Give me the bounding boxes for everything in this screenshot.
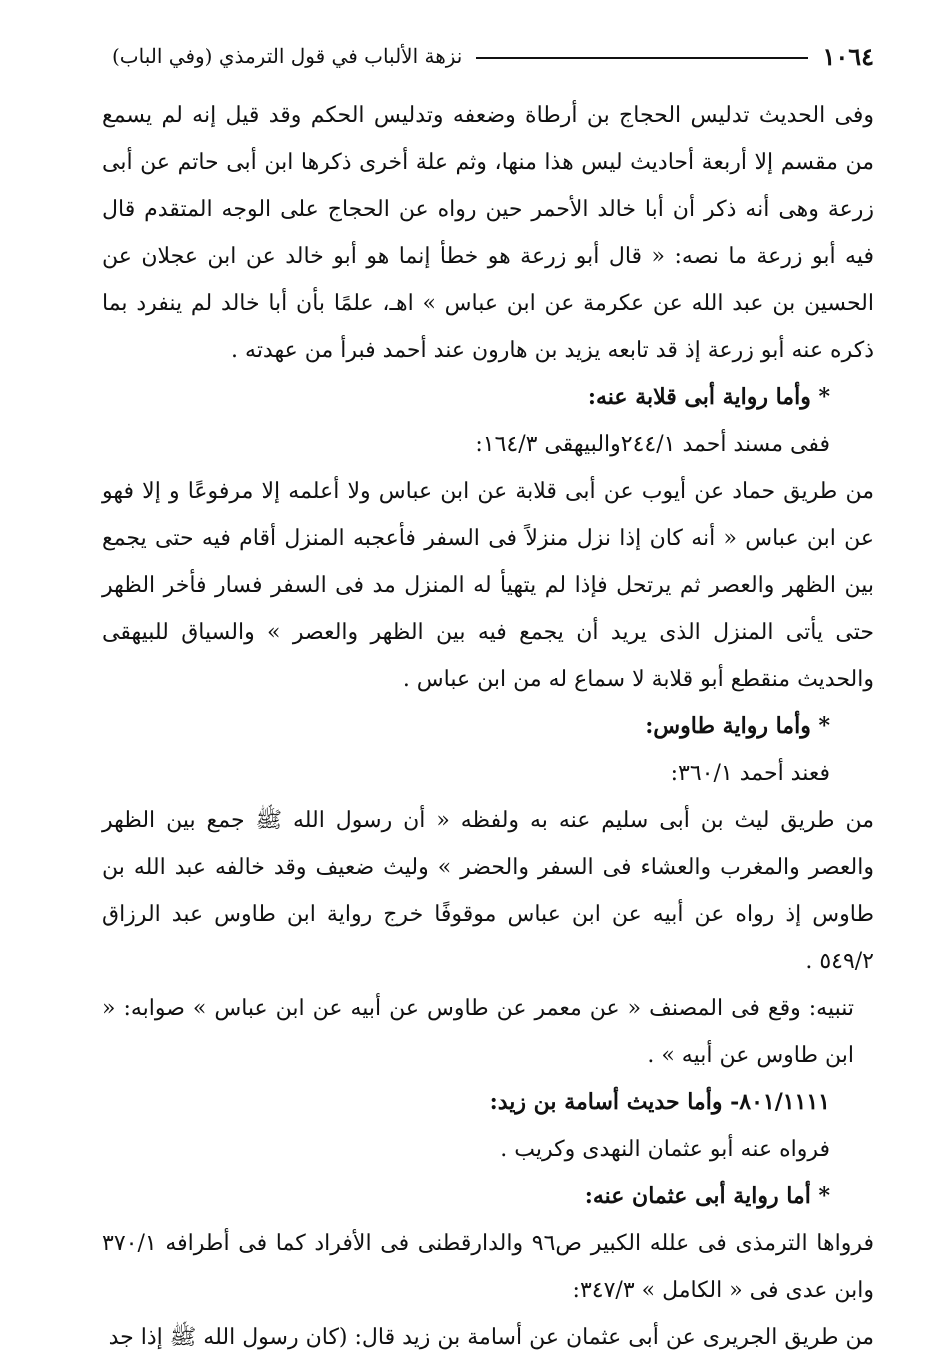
paragraph: فرواها الترمذى فى علله الكبير ص٩٦ والدارقطنى فى الأفراد كما فى أطرافه ٣٧٠/١ وابن عدى فى « الكامل » ٣٤٧/٣: xyxy=(102,1231,874,1303)
running-title: نزهة الألباب في قول الترمذي (وفي الباب) xyxy=(112,44,463,68)
source-line: فعند أحمد ٣٦٠/١: xyxy=(670,761,830,786)
paragraph: وفى الحديث تدليس الحجاج بن أرطاة وضعفه وتدليس الحكم وقد قيل إنه لم يسمع من مقسم إلا أربعة أحاديث ليس هذا منها، وثم علة أخرى ذكرها ابن أبى حاتم عن أبى زرعة وهى أنه ذكر أن أبا خالد الأحمر حين رواه عن الحجاج على الوجه المتقدم قال فيه أبو زرعة ما نصه: « قال أبو زرعة هو خطأ إنما هو أبو خالد عن ابن عجلان عن الحسين بن عبد الله عن عكرمة عن ابن عباس » اهـ، علمًا بأن أبا خالد لم ينفرد بما ذكره عنه أبو زرعة إذ قد تابعه يزيد بن هارون عند أحمد فبرأ من عهدته . xyxy=(102,103,874,363)
source-line: فرواه عنه أبو عثمان النهدى وكريب . xyxy=(500,1137,830,1162)
page-body xyxy=(102,92,874,1361)
page-header xyxy=(112,38,874,74)
paragraph: من طريق ليث بن أبى سليم عنه به ولفظه « أن رسول الله ﷺ جمع بين الظهر والعصر والمغرب والعشاء فى السفر والحضر » وليث ضعيف وقد خالفه عبد الله بن طاوس إذ رواه عن أبيه عن ابن عباس موقوفًا خرج رواية ابن طاوس عبد الرزاق ٥٤٩/٢ . xyxy=(102,808,874,974)
source-line: ففى مسند أحمد ٢٤٤/١والبيهقى ١٦٤/٣: xyxy=(475,432,830,457)
header-rule xyxy=(476,57,808,59)
note-paragraph: تنبيه: وقع فى المصنف « عن معمر عن طاوس عن أبيه عن ابن عباس » صوابه: « ابن طاوس عن أبيه » . xyxy=(102,996,854,1068)
paragraph: من طريق حماد عن أيوب عن أبى قلابة عن ابن عباس ولا أعلمه إلا مرفوعًا و إلا فهو عن ابن عباس « أنه كان إذا نزل منزلاً فى السفر فأعجبه المنزل أقام فيه حتى يجمع بين الظهر والعصر ثم يرتحل فإذا لم يتهيأ له المنزل مد فى السفر فسار فأخر الظهر حتى يأتى المنزل الذى يريد أن يجمع فيه بين الظهر والعصر » والسياق للبيهقى والحديث منقطع أبو قلابة لا سماع له من ابن عباس . xyxy=(102,479,874,692)
page-number: ١٠٦٤ xyxy=(822,41,874,71)
hadith-heading: ٨٠١/١١١١- وأما حديث أسامة بن زيد: xyxy=(489,1089,830,1115)
section-heading: * وأما رواية أبى قلابة عنه: xyxy=(587,384,830,410)
section-heading: * وأما رواية طاوس: xyxy=(645,713,830,739)
paragraph: من طريق الجريرى عن أبى عثمان عن أسامة بن زيد قال: (كان رسول الله ﷺ إذا جد xyxy=(108,1325,874,1350)
section-heading: * أما رواية أبى عثمان عنه: xyxy=(584,1183,830,1209)
